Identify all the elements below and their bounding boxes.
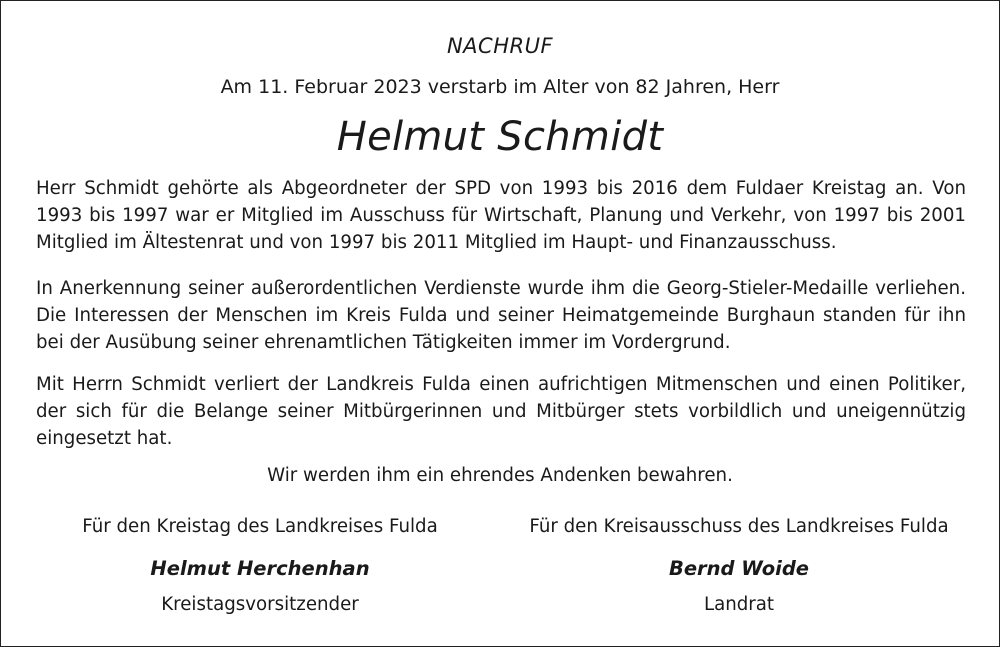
signatory-name: Helmut Herchenhan	[150, 557, 370, 580]
closing-line: Wir werden ihm ein ehrendes Andenken bewahren.	[267, 465, 733, 486]
signatory-body: Für den Kreistag des Landkreises Fulda	[82, 516, 438, 537]
signatory-body: Für den Kreisausschuss des Landkreises Fulda	[529, 516, 949, 537]
paragraph-tribute: Mit Herrn Schmidt verliert der Landkreis Fulda einen aufrichtigen Mitmenschen und einen Politiker, der sich für die Belange seiner Mitbürgerinnen und Mitbürger stets vorbildlich und uneigennützig eingesetzt hat.	[36, 374, 966, 450]
obituary-heading: NACHRUF	[446, 34, 554, 58]
paragraph-honors: In Anerkennung seiner außerordentlichen Verdienste wurde ihm die Georg-Stieler-Medaille verliehen. Die Interessen der Menschen im Kreis Fulda und seiner Heimatgemeinde Burghaun standen für ihn bei der Ausübung seiner ehrenamtlichen Tätigkeiten immer im Vordergrund.	[36, 278, 966, 354]
intro-line: Am 11. Februar 2023 verstarb im Alter von 82 Jahren, Herr	[220, 76, 780, 98]
signatory-title: Kreistagsvorsitzender	[161, 594, 359, 615]
signatory-name: Bernd Woide	[668, 557, 810, 580]
deceased-name: Helmut Schmidt	[336, 114, 664, 160]
paragraph-career: Herr Schmidt gehörte als Abgeordneter der SPD von 1993 bis 2016 dem Fuldaer Kreistag an. Von 1993 bis 1997 war er Mitglied im Ausschuss für Wirtschaft, Planung und Verkehr, von 1997 bis 2001 Mitglied im Ältestenrat und von 1997 bis 2011 Mitglied im Haupt- und Finanzausschuss.	[36, 178, 966, 254]
signatory-title: Landrat	[703, 594, 775, 615]
